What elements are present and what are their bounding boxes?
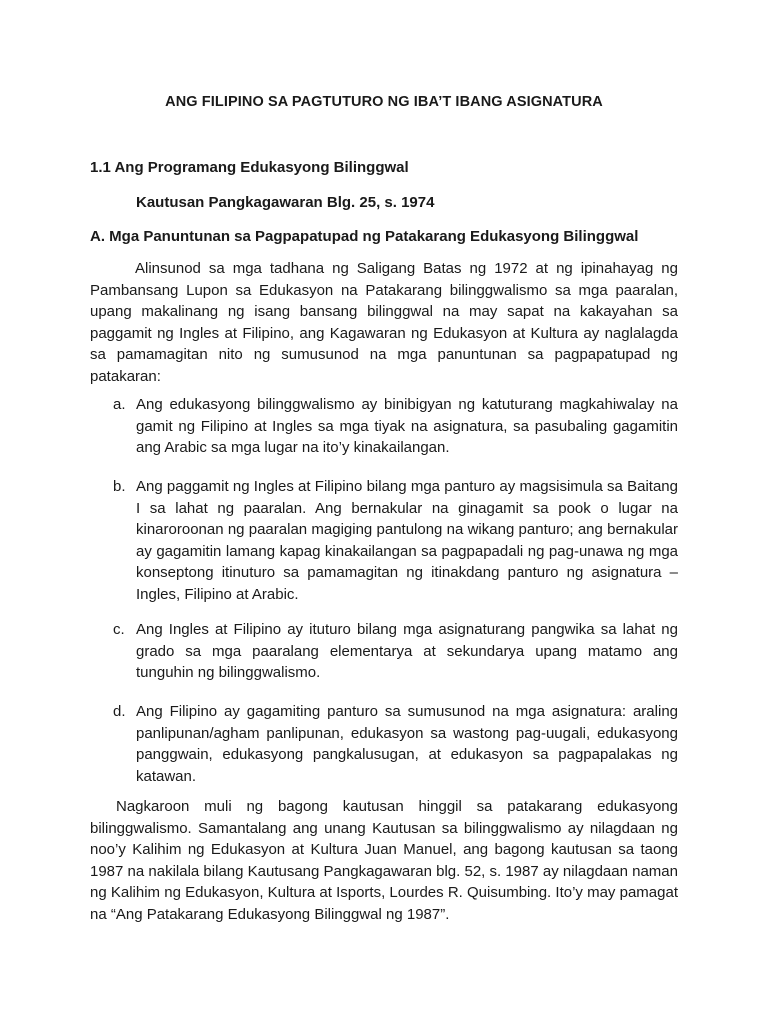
list-item-text: Ang Filipino ay gagamiting panturo sa sumusunod na mga asignatura: araling panlipunan/agham panlipunan, edukasyon sa wastong pag-uugali, edukasyong panggwain, edukasyong pangkalusugan, at edukasyon sa pagpapalakas ng katawan.	[136, 703, 678, 785]
order-heading: Kautusan Pangkagawaran Blg. 25, s. 1974	[136, 194, 435, 211]
list-item-text: Ang paggamit ng Ingles at Filipino bilang mga panturo ay magsisimula sa Baitang I sa lahat ng paaralan. Ang bernakular na ginagamit sa pook o lugar na kinaroroonan ng paaralan magiging pantulong na wikang panturo; ang bernakular ay gagamitin lamang kapag kinakailangan sa pagpapadali ng pag-unawa ng mga konseptong itinuturo sa pamamagitan ng itinakdang panturo ng asignatura – Ingles, Filipino at Arabic.	[136, 478, 678, 603]
list-item-text: Ang edukasyong bilinggwalismo ay binibigyan ng katuturang magkahiwalay na gamit ng Filipino at Ingles sa mga tiyak na asignatura, sa pasubaling gagamitin ang Arabic sa mga lugar na ito’y kinakailangan.	[136, 396, 678, 456]
list-item-c	[113, 619, 678, 684]
intro-paragraph: Alinsunod sa mga tadhana ng Saligang Batas ng 1972 at ng ipinahayag ng Pambansang Lupon sa Edukasyon na Patakarang bilinggwalismo sa mga paaralan, upang makalinang ng isang bansang bilinggwal na may sapat na kakayahan sa paggamit ng Ingles at Filipino, ang Kagawaran ng Edukasyon at Kultura ay naglalagda sa pamamagitan nito ng sumusunod na mga panuntunan sa pagpapatupad ng patakaran:	[90, 260, 678, 385]
list-item-text: Ang Ingles at Filipino ay ituturo bilang mga asignaturang pangwika sa lahat ng grado sa mga paaralang elementarya at sekundarya upang matamo ang tunguhin ng bilinggwalismo.	[136, 621, 678, 681]
subsection-heading: A. Mga Panuntunan sa Pagpapatupad ng Patakarang Edukasyong Bilinggwal	[90, 228, 639, 245]
list-marker: b.	[113, 478, 126, 495]
list-item-d	[113, 701, 678, 787]
section-heading: 1.1 Ang Programang Edukasyong Bilinggwal	[90, 159, 409, 176]
list-item-a	[113, 394, 678, 459]
list-marker: a.	[113, 396, 126, 413]
list-marker: d.	[113, 703, 126, 720]
closing-paragraph: Nagkaroon muli ng bagong kautusan hinggil sa patakarang edukasyong bilinggwalismo. Samantalang ang unang Kautusan sa bilinggwalismo ay nilagdaan ng noo’y Kalihim ng Edukasyon at Kultura Juan Manuel, ang bagong kautusan sa taong 1987 na nakilala bilang Kautusang Pangkagawaran blg. 52, s. 1987 ay nilagdaan naman ng Kalihim ng Edukasyon, Kultura at Isports, Lourdes R. Quisumbing. Ito’y may pamagat na “Ang Patakarang Edukasyong Bilinggwal ng 1987”.	[90, 798, 678, 923]
document-title: ANG FILIPINO SA PAGTUTURO NG IBA’T IBANG ASIGNATURA	[165, 94, 603, 110]
list-marker: c.	[113, 621, 125, 638]
list-item-b	[113, 476, 678, 605]
